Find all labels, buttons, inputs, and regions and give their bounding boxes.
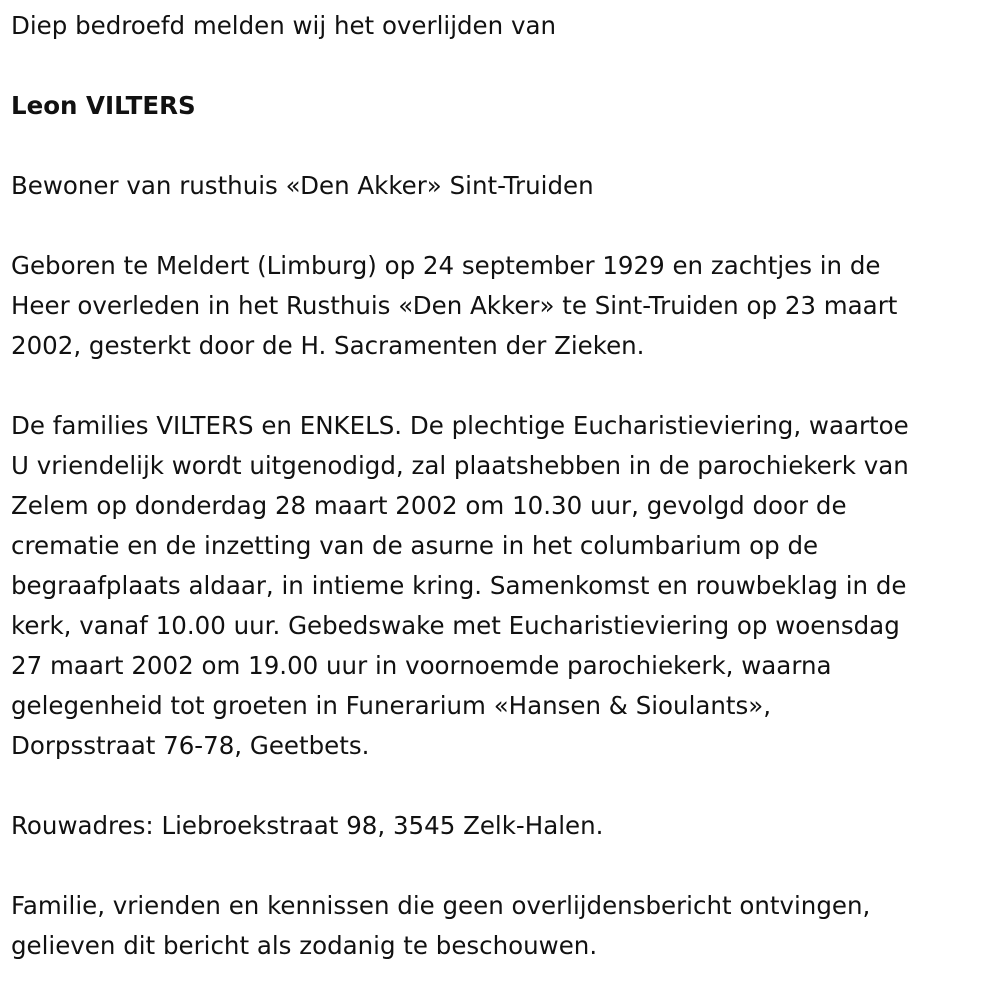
paragraph-line: De families VILTERS en ENKELS. De plechtige Eucharistieviering, waartoe: [11, 411, 909, 440]
paragraph-line: U vriendelijk wordt uitgenodigd, zal plaatshebben in de parochiekerk van: [11, 451, 909, 480]
obituary-notice: [11, 6, 986, 966]
paragraph-line: Familie, vrienden en kennissen die geen overlijdensbericht ontvingen,: [11, 891, 871, 920]
closing-paragraph: [11, 886, 986, 966]
paragraph-line: Zelem op donderdag 28 maart 2002 om 10.30 uur, gevolgd door de: [11, 491, 847, 520]
paragraph-line: Dorpsstraat 76-78, Geetbets.: [11, 731, 370, 760]
intro-text: Diep bedroefd melden wij het overlijden van: [11, 11, 556, 40]
deceased-name: Leon VILTERS: [11, 91, 196, 120]
paragraph-line: 2002, gesterkt door de H. Sacramenten der Zieken.: [11, 331, 645, 360]
paragraph-line: gelegenheid tot groeten in Funerarium «Hansen & Sioulants»,: [11, 691, 772, 720]
ceremony-paragraph: [11, 406, 986, 766]
paragraph-line: begraafplaats aldaar, in intieme kring. Samenkomst en rouwbeklag in de: [11, 571, 907, 600]
paragraph-line: gelieven dit bericht als zodanig te beschouwen.: [11, 931, 598, 960]
paragraph-line: Geboren te Meldert (Limburg) op 24 september 1929 en zachtjes in de: [11, 251, 881, 280]
paragraph-line: crematie en de inzetting van de asurne in het columbarium op de: [11, 531, 819, 560]
mourning-address: Rouwadres: Liebroekstraat 98, 3545 Zelk-Halen.: [11, 811, 604, 840]
paragraph-line: 27 maart 2002 om 19.00 uur in voornoemde parochiekerk, waarna: [11, 651, 832, 680]
paragraph-line: Heer overleden in het Rusthuis «Den Akker» te Sint-Truiden op 23 maart: [11, 291, 898, 320]
residence-text: Bewoner van rusthuis «Den Akker» Sint-Truiden: [11, 171, 594, 200]
birth-death-paragraph: [11, 246, 986, 366]
paragraph-line: kerk, vanaf 10.00 uur. Gebedswake met Eucharistieviering op woensdag: [11, 611, 900, 640]
